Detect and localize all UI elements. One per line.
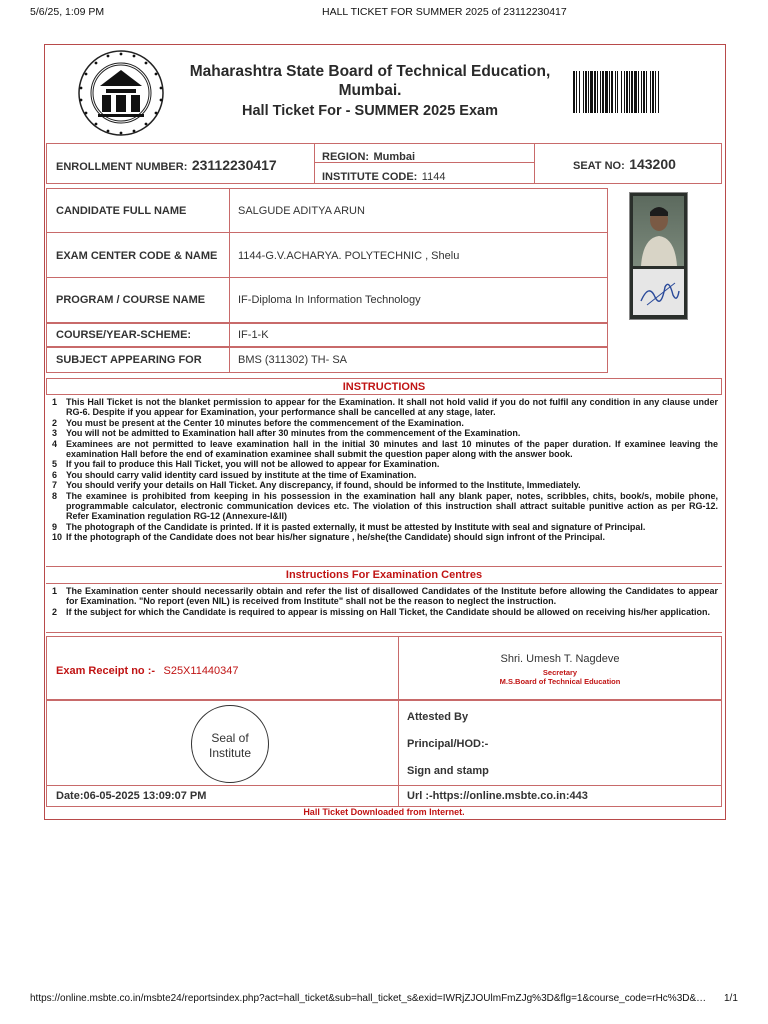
barcode-bar — [634, 71, 637, 113]
barcode-bar — [655, 71, 656, 113]
detail-label-cell — [46, 188, 230, 233]
instructions-title: INSTRUCTIONS — [342, 381, 426, 393]
secretary-cell — [398, 636, 722, 700]
instructions-list — [52, 397, 722, 543]
seat-label: SEAT NO: — [573, 160, 625, 172]
enrollment-value: 23112230417 — [191, 157, 277, 173]
instruction-item: 3 You will not be admitted to Examination hall after 30 minutes from the commencement of the Examination. — [52, 428, 521, 439]
instruction-item: 5 If you fail to produce this Hall Ticket, you will not be allowed to appear for Examination. — [52, 459, 440, 470]
barcode-bar — [626, 71, 628, 113]
subject-value: BMS (311302) TH- SA — [238, 354, 348, 366]
barcode-bar — [631, 71, 633, 113]
instruction-item: 6 You should carry valid identity card issued by institute at the time of Examination. — [52, 469, 417, 480]
barcode-bar — [605, 71, 608, 113]
barcode-bar — [617, 71, 618, 113]
exam-center-value: 1144-G.V.ACHARYA. POLYTECHNIC , Shelu — [238, 250, 460, 262]
barcode-bar — [588, 71, 589, 113]
instruction-item: 1 This Hall Ticket is not the blanket permission to appear for the Examination. It shall not hold valid if you do not fulfil any condition in any clause under RG-6. Despite if you appear for Examination, your performance shall be cancelled at any stage, later. — [52, 397, 718, 418]
subject-label: SUBJECT APPEARING FOR — [56, 354, 202, 366]
barcode-bar — [600, 71, 601, 113]
divider — [46, 566, 722, 567]
candidate-name-label: CANDIDATE FULL NAME — [56, 205, 187, 217]
receipt-cell — [46, 636, 399, 700]
institute-code-cell — [314, 162, 535, 184]
detail-value-cell — [229, 277, 608, 323]
enrollment-label: ENROLLMENT NUMBER: — [56, 161, 188, 173]
signature-image — [633, 269, 684, 315]
program-label: PROGRAM / COURSE NAME — [56, 294, 206, 306]
barcode-bar — [609, 71, 610, 113]
region-value: Mumbai — [373, 151, 416, 163]
exam-center-label: EXAM CENTER CODE & NAME — [56, 250, 218, 262]
instruction-item: 2 If the subject for which the Candidate is required to appear is missing on Hall Ticket, the Candidate should be allowed on receiving his/her application. — [52, 606, 710, 617]
print-url: https://online.msbte.co.in/msbte24/reportsindex.php?act=hall_ticket&sub=hall_ticket_s&exid=IWRjZJOUlmFmZJg%3D&flg=1&course_code=rHc%3D&… — [30, 993, 707, 1004]
receipt-label: Exam Receipt no :- — [56, 665, 156, 677]
region-label: REGION: — [322, 151, 370, 163]
print-datetime: 5/6/25, 1:09 PM — [30, 6, 105, 18]
region-cell — [314, 143, 535, 163]
board-name-line1: Maharashtra State Board of Technical Education, — [189, 63, 551, 80]
instruction-item: 4 Examinees are not permitted to leave examination hall in the initial 30 minutes and last 10 minutes of the paper duration. If examinee leaving the examination Hall before the end of examination examinee shall submit the question paper along with the answer book. — [52, 438, 718, 460]
barcode-bar — [611, 71, 613, 113]
barcode-bar — [597, 71, 598, 113]
downloaded-notice: Hall Ticket Downloaded from Internet. — [303, 807, 465, 817]
barcode-bar — [621, 71, 622, 113]
seat-value: 143200 — [629, 156, 676, 172]
barcode-bar — [638, 71, 639, 113]
detail-value-cell — [229, 323, 608, 347]
barcode-bar — [650, 71, 651, 113]
barcode-bar — [602, 71, 604, 113]
barcode-bar — [576, 71, 577, 113]
secretary-title: Secretary — [542, 668, 578, 677]
instruction-item: 8 The examinee is prohibited from keeping in his possession in the examination hall any blank paper, notes, scribbles, chits, book/s, mobile phone, programmable calculator, electronic communication devices etc. The violation of this instruction shall attract suitable punitive action as per RG-12. Refer Examination regulation RG-12 (Annexure-I&II) — [52, 490, 718, 522]
barcode-bar — [573, 71, 575, 113]
detail-value-cell — [229, 232, 608, 278]
seal-cell — [46, 700, 399, 786]
detail-label-cell — [46, 277, 230, 323]
instruction-item: 2 You must be present at the Center 10 minutes before the commencement of the Examination. — [52, 417, 464, 428]
date-cell — [46, 785, 399, 807]
detail-label-cell — [46, 323, 230, 347]
sign-and-stamp: Sign and stamp — [407, 765, 489, 777]
instructions-header — [46, 378, 722, 395]
secretary-org: M.S.Board of Technical Education — [499, 677, 621, 686]
site-url: Url :-https://online.msbte.co.in:443 — [407, 790, 588, 802]
enrollment-cell — [46, 143, 315, 184]
print-page-count: 1/1 — [724, 993, 738, 1004]
barcode-bar — [629, 71, 630, 113]
url-cell — [398, 785, 722, 807]
instruction-item: 10 If the photograph of the Candidate does not bear his/her signature , he/she(the Candidate) should sign infront of the Principal. — [52, 532, 606, 543]
institute-value: 1144 — [421, 171, 446, 183]
divider — [46, 583, 722, 584]
detail-label-cell — [46, 232, 230, 278]
barcode-bar — [658, 71, 659, 113]
institute-label: INSTITUTE CODE: — [322, 171, 418, 183]
candidate-photo — [629, 192, 688, 320]
barcode-bar — [585, 71, 587, 113]
principal-hod: Principal/HOD:- — [407, 738, 489, 750]
exam-title: Hall Ticket For - SUMMER 2025 Exam — [242, 103, 498, 119]
barcode-bar — [643, 71, 645, 113]
barcode-bar — [583, 71, 584, 113]
board-name-line2: Mumbai. — [338, 82, 402, 99]
detail-value-cell — [229, 347, 608, 373]
msbte-logo — [76, 48, 166, 138]
secretary-name: Shri. Umesh T. Nagdeve — [500, 653, 620, 665]
seal-text: Seal of Institute — [208, 731, 252, 760]
print-page-title: HALL TICKET FOR SUMMER 2025 of 23112230417 — [322, 6, 567, 18]
centre-instructions-list — [52, 586, 722, 617]
barcode-bar — [579, 71, 580, 113]
course-year-label: COURSE/YEAR-SCHEME: — [56, 329, 192, 341]
photo-image — [633, 196, 684, 266]
instruction-item: 7 You should verify your details on Hall Ticket. Any discrepancy, if found, should be informed to the Institute, Immediately. — [52, 480, 581, 491]
instruction-item: 9 The photograph of the Candidate is printed. If it is pasted externally, it must be attested by Institute with seal and signature of Principal. — [52, 521, 646, 532]
receipt-value: S25X11440347 — [163, 665, 239, 677]
barcode-bar — [590, 71, 593, 113]
detail-value-cell — [229, 188, 608, 233]
barcode-bar — [646, 71, 647, 113]
centre-instructions-title: Instructions For Examination Centres — [285, 569, 483, 581]
download-date: Date:06-05-2025 13:09:07 PM — [56, 790, 207, 802]
divider — [46, 632, 722, 633]
attestation-cell — [398, 700, 722, 786]
instruction-item: 1 The Examination center should necessarily obtain and refer the list of disallowed Candidates of the Institute before allowing the Candidates to appear for Examination. "No report (even NIL) is received from Institute" shall not be the reason to neglect the instruction. — [52, 586, 718, 607]
candidate-name-value: SALGUDE ADITYA ARUN — [238, 205, 365, 217]
barcode-bar — [594, 71, 596, 113]
seat-cell — [534, 143, 722, 184]
seal-circle — [191, 705, 269, 783]
program-value: IF-Diploma In Information Technology — [238, 294, 421, 306]
barcode-bar — [615, 71, 616, 113]
course-year-value: IF-1-K — [238, 329, 269, 341]
barcode-bar — [652, 71, 654, 113]
barcode-bar — [624, 71, 625, 113]
attested-by: Attested By — [407, 711, 469, 723]
barcode — [572, 71, 704, 113]
barcode-bar — [641, 71, 642, 113]
detail-label-cell — [46, 347, 230, 373]
